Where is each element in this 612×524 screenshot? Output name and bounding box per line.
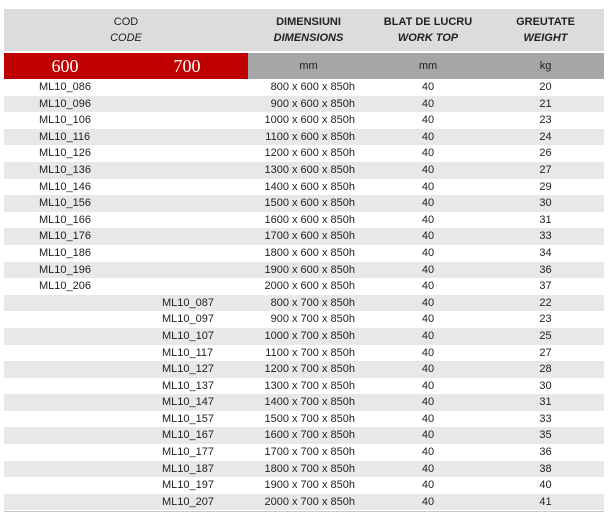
dimensions-cell: 1800 x 700 x 850h [264, 462, 355, 475]
header-worktop [369, 9, 487, 51]
header-dimensions [248, 9, 369, 51]
dimensions-cell: 1100 x 600 x 850h [265, 130, 355, 143]
dimensions-cell: 900 x 700 x 850h [270, 313, 355, 326]
weight-cell: 23 [539, 313, 552, 326]
code-600-cell: ML10_106 [39, 114, 91, 127]
header-wt-ro: GREUTATE [516, 16, 575, 28]
code-700-cell [126, 145, 248, 162]
code-600-cell [4, 411, 126, 428]
code-600-cell: ML10_176 [39, 230, 91, 243]
worktop-cell: 40 [421, 313, 435, 326]
code-600-cell [4, 311, 126, 328]
weight-cell: 21 [539, 97, 552, 110]
code-600-cell: ML10_146 [39, 180, 91, 193]
table-row [4, 311, 604, 328]
code-600-cell [4, 394, 126, 411]
code-600-cell: ML10_186 [39, 246, 91, 259]
header-dim-en: DIMENSIONS [273, 32, 344, 44]
dimensions-cell: 900 x 600 x 850h [270, 97, 355, 110]
table-row [4, 245, 604, 262]
table-row [4, 195, 604, 212]
weight-cell: 40 [539, 479, 552, 492]
weight-cell: 31 [539, 396, 552, 409]
table-row [4, 112, 604, 129]
weight-cell: 35 [539, 429, 552, 442]
table-row [4, 145, 604, 162]
code-700-cell: ML10_197 [162, 479, 214, 492]
table-row [4, 444, 604, 461]
unit-row [4, 53, 604, 79]
table-row [4, 278, 604, 295]
worktop-cell: 40 [421, 446, 435, 459]
code-700-cell [126, 262, 248, 279]
code-700-cell [126, 245, 248, 262]
worktop-cell: 40 [421, 130, 435, 143]
unit-dimensions: mm [248, 53, 369, 79]
worktop-cell: 40 [421, 163, 435, 176]
weight-cell: 25 [539, 329, 552, 342]
table-body [4, 79, 604, 510]
header-code-en: CODE [110, 32, 142, 44]
code-700-cell: ML10_127 [162, 363, 214, 376]
table-row [4, 79, 604, 96]
table-row [4, 427, 604, 444]
code-600-cell [4, 361, 126, 378]
worktop-cell: 40 [421, 263, 435, 276]
worktop-cell: 40 [421, 197, 435, 210]
code-700-cell [126, 278, 248, 295]
weight-cell: 36 [539, 446, 552, 459]
worktop-cell: 40 [421, 246, 435, 259]
code-700-cell: ML10_097 [162, 313, 214, 326]
code-700-cell: ML10_207 [162, 495, 214, 508]
weight-cell: 26 [539, 147, 552, 160]
table-row [4, 228, 604, 245]
weight-cell: 27 [539, 163, 552, 176]
code-600-cell: ML10_166 [39, 213, 91, 226]
code-600-cell [4, 461, 126, 478]
depth-700-label: 700 [126, 53, 248, 79]
code-700-cell [126, 212, 248, 229]
dimensions-cell: 2000 x 600 x 850h [264, 280, 355, 293]
weight-cell: 34 [539, 246, 552, 259]
worktop-cell: 40 [421, 479, 435, 492]
weight-cell: 27 [539, 346, 552, 359]
weight-cell: 28 [539, 363, 552, 376]
code-700-cell: ML10_107 [162, 329, 214, 342]
worktop-cell: 40 [421, 296, 435, 309]
table-row [4, 212, 604, 229]
spec-table [4, 9, 604, 510]
worktop-cell: 40 [421, 97, 435, 110]
worktop-cell: 40 [421, 396, 435, 409]
table-row [4, 179, 604, 196]
code-600-cell: ML10_206 [39, 280, 91, 293]
code-700-cell: ML10_157 [162, 412, 214, 425]
header-code-ro: COD [113, 16, 139, 28]
code-700-cell: ML10_137 [162, 379, 214, 392]
code-600-cell [4, 427, 126, 444]
weight-cell: 20 [539, 81, 552, 93]
weight-cell: 36 [539, 263, 552, 276]
code-600-cell: ML10_156 [39, 197, 91, 210]
code-600-cell: ML10_086 [39, 81, 91, 93]
dimensions-cell: 1400 x 700 x 850h [264, 396, 355, 409]
dimensions-cell: 1700 x 600 x 850h [264, 230, 355, 243]
weight-cell: 33 [539, 412, 552, 425]
worktop-cell: 40 [421, 429, 435, 442]
dimensions-cell: 1200 x 600 x 850h [264, 147, 355, 160]
code-700-cell [126, 179, 248, 196]
code-700-cell [126, 96, 248, 113]
weight-cell: 30 [539, 197, 552, 210]
code-600-cell: ML10_136 [39, 163, 91, 176]
dimensions-cell: 1200 x 700 x 850h [264, 363, 355, 376]
worktop-cell: 40 [421, 147, 435, 160]
weight-cell: 31 [539, 213, 552, 226]
header-top-ro: BLAT DE LUCRU [383, 16, 473, 28]
code-600-cell [4, 444, 126, 461]
dimensions-cell: 1600 x 700 x 850h [264, 429, 355, 442]
code-700-cell: ML10_087 [162, 296, 214, 309]
weight-cell: 41 [539, 495, 552, 508]
table-row [4, 394, 604, 411]
code-700-cell [126, 228, 248, 245]
table-row [4, 477, 604, 494]
worktop-cell: 40 [421, 230, 435, 243]
table-row [4, 129, 604, 146]
weight-cell: 29 [539, 180, 552, 193]
header-weight [487, 9, 604, 51]
code-600-cell [4, 295, 126, 312]
dimensions-cell: 1100 x 700 x 850h [265, 346, 355, 359]
code-600-cell [4, 328, 126, 345]
dimensions-cell: 1500 x 600 x 850h [264, 197, 355, 210]
table-row [4, 411, 604, 428]
code-700-cell: ML10_117 [162, 346, 214, 359]
dimensions-cell: 800 x 600 x 850h [270, 81, 355, 93]
code-700-cell [126, 112, 248, 129]
code-700-cell [126, 195, 248, 212]
code-700-cell [126, 79, 248, 96]
worktop-cell: 40 [421, 379, 435, 392]
header-top-en: WORK TOP [397, 32, 459, 44]
table-row [4, 96, 604, 113]
table-row [4, 361, 604, 378]
dimensions-cell: 1600 x 600 x 850h [264, 213, 355, 226]
dimensions-cell: 800 x 700 x 850h [270, 296, 355, 309]
table-row [4, 461, 604, 478]
worktop-cell: 40 [421, 363, 435, 376]
code-600-cell: ML10_096 [39, 97, 91, 110]
table-row [4, 162, 604, 179]
depth-600-label: 600 [4, 53, 126, 79]
dimensions-cell: 1700 x 700 x 850h [264, 446, 355, 459]
table-bottom-border [4, 511, 604, 512]
code-600-cell: ML10_126 [39, 147, 91, 160]
code-600-cell [4, 345, 126, 362]
worktop-cell: 40 [421, 329, 435, 342]
unit-weight: kg [487, 53, 604, 79]
unit-worktop: mm [369, 53, 487, 79]
dimensions-cell: 1000 x 700 x 850h [264, 329, 355, 342]
code-600-cell: ML10_196 [39, 263, 91, 276]
code-700-cell [126, 129, 248, 146]
code-700-cell [126, 162, 248, 179]
worktop-cell: 40 [421, 412, 435, 425]
worktop-cell: 40 [421, 81, 435, 93]
code-600-cell [4, 378, 126, 395]
table-row [4, 328, 604, 345]
code-600-cell [4, 477, 126, 494]
worktop-cell: 40 [421, 114, 435, 127]
worktop-cell: 40 [421, 280, 435, 293]
table-row [4, 295, 604, 312]
worktop-cell: 40 [421, 462, 435, 475]
worktop-cell: 40 [421, 495, 435, 508]
table-header [4, 9, 604, 51]
table-row [4, 345, 604, 362]
worktop-cell: 40 [421, 213, 435, 226]
header-code [4, 9, 248, 51]
weight-cell: 22 [539, 296, 552, 309]
dimensions-cell: 1500 x 700 x 850h [264, 412, 355, 425]
weight-cell: 23 [539, 114, 552, 127]
code-600-cell: ML10_116 [39, 130, 91, 143]
table-row [4, 262, 604, 279]
weight-cell: 30 [539, 379, 552, 392]
code-700-cell: ML10_177 [162, 446, 214, 459]
dimensions-cell: 1400 x 600 x 850h [264, 180, 355, 193]
dimensions-cell: 1000 x 600 x 850h [264, 114, 355, 127]
code-700-cell: ML10_147 [162, 396, 214, 409]
header-wt-en: WEIGHT [523, 32, 568, 44]
weight-cell: 33 [539, 230, 552, 243]
dimensions-cell: 1800 x 600 x 850h [264, 246, 355, 259]
code-700-cell: ML10_187 [162, 462, 214, 475]
header-dim-ro: DIMENSIUNI [276, 16, 341, 28]
worktop-cell: 40 [421, 346, 435, 359]
code-600-cell [4, 494, 126, 511]
dimensions-cell: 2000 x 700 x 850h [264, 495, 355, 508]
weight-cell: 24 [539, 130, 552, 143]
table-row [4, 378, 604, 395]
dimensions-cell: 1900 x 700 x 850h [264, 479, 355, 492]
weight-cell: 37 [539, 280, 552, 293]
dimensions-cell: 1300 x 700 x 850h [264, 379, 355, 392]
worktop-cell: 40 [421, 180, 435, 193]
dimensions-cell: 1300 x 600 x 850h [264, 163, 355, 176]
table-row [4, 494, 604, 511]
dimensions-cell: 1900 x 600 x 850h [264, 263, 355, 276]
weight-cell: 38 [539, 462, 552, 475]
code-700-cell: ML10_167 [162, 429, 214, 442]
